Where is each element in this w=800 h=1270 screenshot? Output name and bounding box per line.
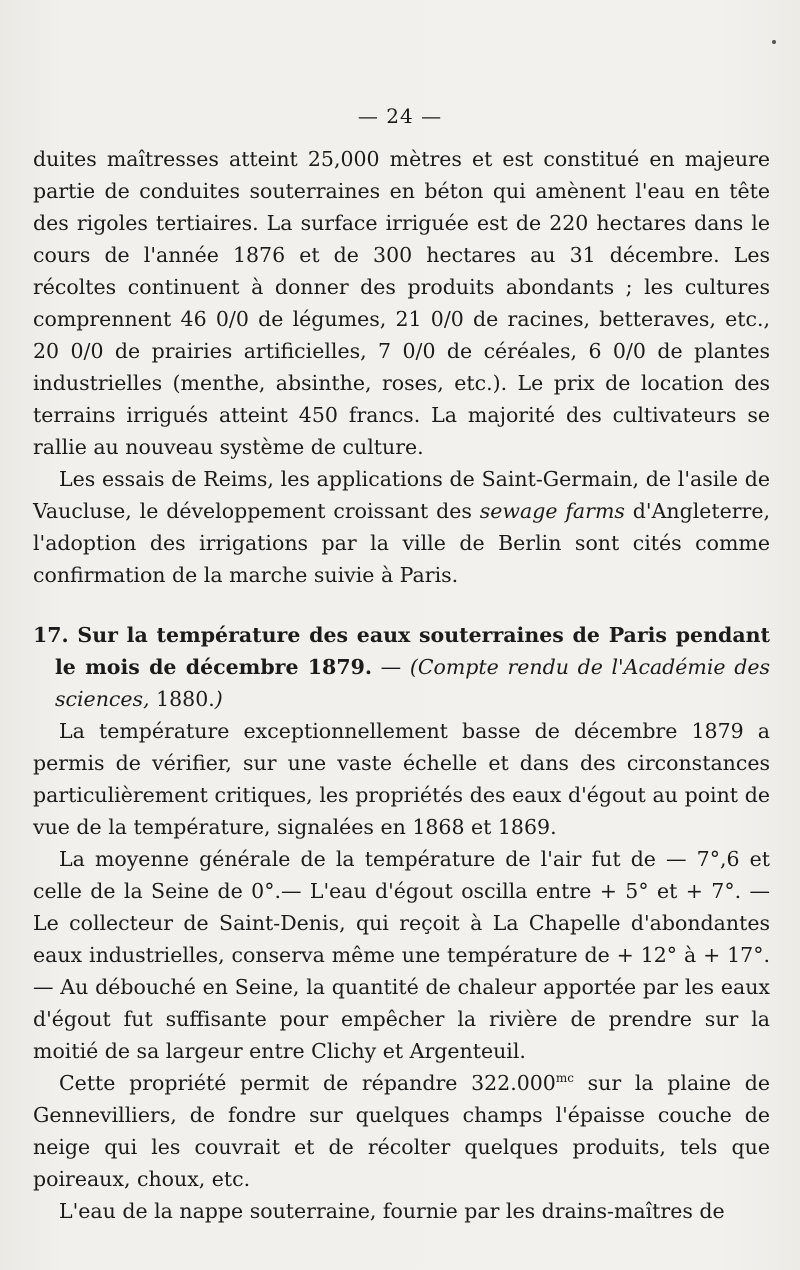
paragraph-gennevilliers bbox=[33, 1067, 770, 1195]
paragraph-nappe-souterraine: L'eau de la nappe souterraine, fournie par les drains-maîtres de bbox=[59, 1199, 725, 1223]
body-text bbox=[33, 143, 770, 1227]
paragraph-essais-text-b: d'Angleterre, l'adoption des irrigations par la ville de Berlin sont cités comme confirmation de la marche suivie à Paris. bbox=[33, 499, 770, 587]
paragraph-irrigation-results: duites maîtresses atteint 25,000 mètres et est constitué en majeure partie de conduites souterraines en béton qui amènent l'eau en tête des rigoles tertiaires. La surface irriguée est de 220 hectares dans le cours de l'année 1876 et de 300 hectares au 31 décembre. Les récoltes continuent à donner des produits abondants ; les cultures comprennent 46 0/0 de légumes, 21 0/0 de racines, betteraves, etc., 20 0/0 de prairies artificielles, 7 0/0 de céréales, 6 0/0 de plantes industrielles (menthe, absinthe, roses, etc.). Le prix de location des terrains irrigués atteint 450 francs. La majorité des cultivateurs se rallie au nouveau système de culture. bbox=[33, 147, 770, 459]
section-17-close-paren: ) bbox=[214, 687, 223, 711]
section-17-title: 17. Sur la température des eaux souterraines de Paris pendant le mois de décembre 1879. bbox=[33, 623, 770, 679]
sewage-farms-term: sewage farms bbox=[479, 499, 625, 523]
paragraph-essais bbox=[33, 463, 770, 591]
page-number: — 24 — bbox=[357, 104, 443, 128]
section-17-source: (Compte rendu de l'Académie des sciences, bbox=[55, 655, 770, 711]
section-17-dash: — bbox=[372, 655, 410, 679]
section-17-year: 1880. bbox=[149, 687, 215, 711]
paragraph-temperature-december: La température exceptionnellement basse de décembre 1879 a permis de vérifier, sur une vaste échelle et dans des circonstances particulièrement critiques, les propriétés des eaux d'égout au point de vue de la température, signalées en 1868 et 1869. bbox=[33, 719, 770, 839]
paper-speck bbox=[772, 40, 776, 44]
cubic-metre-unit: mc bbox=[555, 1071, 574, 1086]
paragraph-gennevilliers-text-a: Cette propriété permit de répandre 322.000 bbox=[59, 1071, 556, 1095]
paragraph-temperature-measurements: La moyenne générale de la température de l'air fut de — 7°,6 et celle de la Seine de 0°.— L'eau d'égout oscilla entre + 5° et + 7°. — Le collecteur de Saint-Denis, qui reçoit à La Chapelle d'abondantes eaux industrielles, conserva même une température de + 12° à + 17°. — Au débouché en Seine, la quantité de chaleur apportée par les eaux d'égout fut suffisante pour empêcher la rivière de prendre sur la moitié de sa largeur entre Clichy et Argenteuil. bbox=[33, 847, 770, 1063]
section-17-heading bbox=[33, 619, 770, 715]
paragraph-essais-text-a: Les essais de Reims, les applications de Saint-Germain, de l'asile de Vaucluse, le développement croissant des bbox=[33, 467, 770, 523]
paragraph-gennevilliers-text-b: sur la plaine de Gennevilliers, de fondre sur quelques champs l'épaisse couche de neige qui les couvrait et de récolter quelques produits, tels que poireaux, choux, etc. bbox=[33, 1071, 770, 1191]
